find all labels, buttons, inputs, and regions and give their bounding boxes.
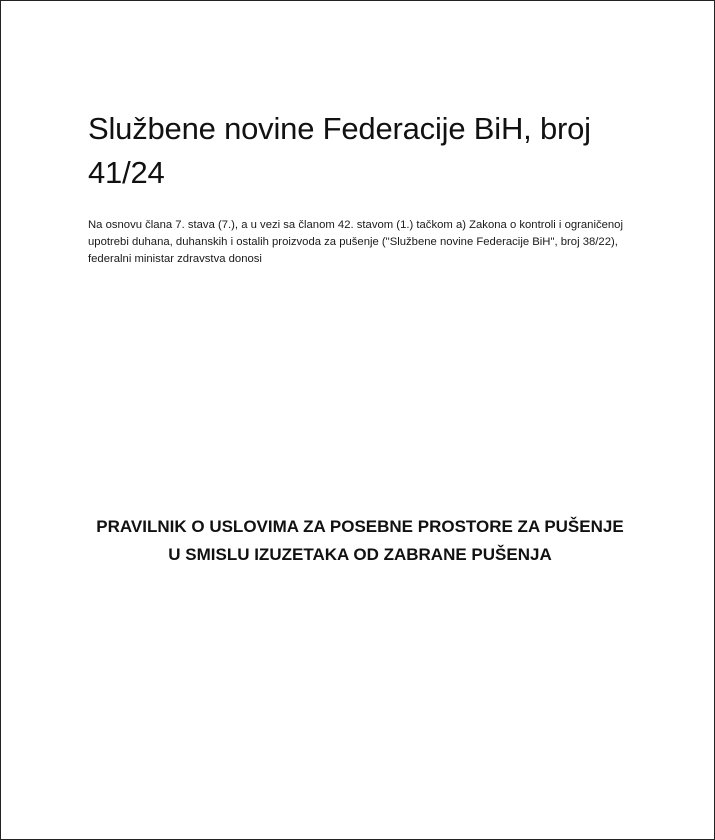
- regulation-title: PRAVILNIK O USLOVIMA ZA POSEBNE PROSTORE ZA PUŠENJE U SMISLU IZUZETAKA OD ZABRANE PUŠENJA: [96, 517, 624, 564]
- document-title: Službene novine Federacije BiH, broj 41/24: [88, 111, 591, 190]
- legal-basis-paragraph: Na osnovu člana 7. stava (7.), a u vezi sa članom 42. stavom (1.) tačkom a) Zakona o kontroli i ograničenoj upotrebi duhana, duhanskih i ostalih proizvoda za pušenje ("Službene novine Federacije BiH", broj 38/22), federalni ministar zdravstva donosi: [88, 219, 623, 265]
